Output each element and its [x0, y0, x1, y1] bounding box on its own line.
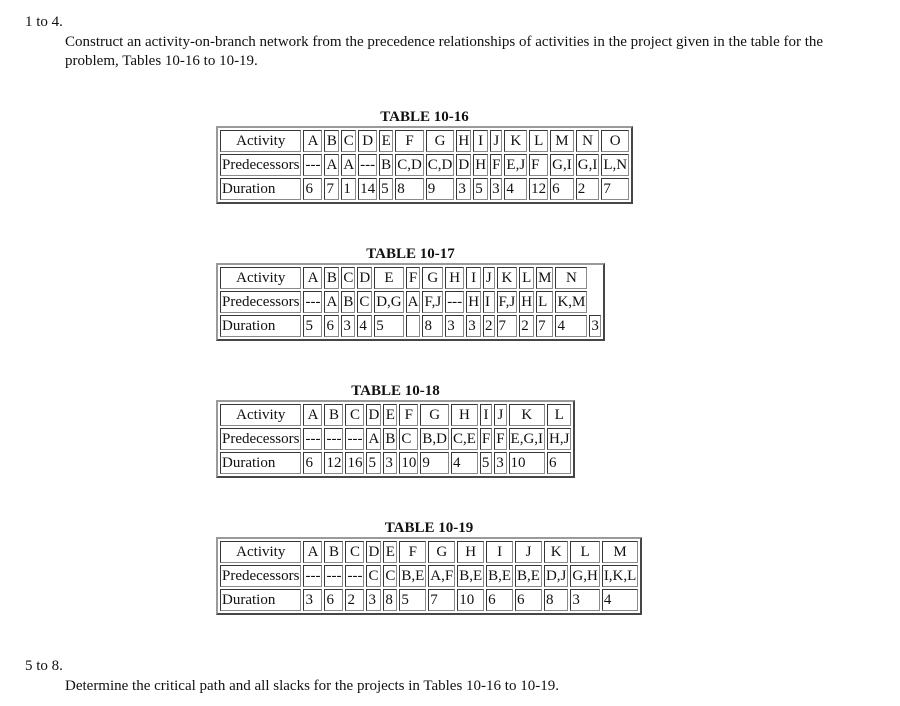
duration-cell: 4 — [555, 315, 587, 337]
duration-cell: 5 — [399, 589, 426, 611]
activity-cell: E — [383, 404, 397, 426]
duration-cell: 5 — [473, 178, 488, 200]
row-label-duration: Duration — [220, 315, 301, 337]
row-label-duration: Duration — [220, 589, 301, 611]
predecessor-cell: H — [466, 291, 481, 313]
table-10-17 — [216, 263, 605, 341]
activity-cell: D — [357, 267, 372, 289]
predecessor-cell: L — [536, 291, 553, 313]
duration-cell: 9 — [420, 452, 449, 474]
table-10-16 — [216, 126, 633, 204]
row-label-activity: Activity — [220, 267, 301, 289]
activity-cell: I — [473, 130, 488, 152]
duration-cell: 12 — [324, 452, 343, 474]
duration-cell — [406, 315, 421, 337]
activity-cell: O — [601, 130, 629, 152]
predecessor-cell: C — [366, 565, 381, 587]
duration-cell: 3 — [341, 315, 355, 337]
duration-cell: 3 — [490, 178, 502, 200]
activity-cell: A — [303, 130, 322, 152]
activity-cell: G — [420, 404, 449, 426]
table-title: TABLE 10-17 — [366, 246, 455, 262]
activity-cell: F — [399, 541, 426, 563]
duration-cell: 3 — [303, 589, 322, 611]
problem-text-1-4: Construct an activity-on-branch network from the precedence relationships of activities in the project given in the table for the problem, Tables 10-16 to 10-19. — [65, 34, 824, 69]
duration-cell: 4 — [451, 452, 478, 474]
activity-cell: E — [374, 267, 403, 289]
row-label-duration: Duration — [220, 178, 301, 200]
predecessor-cell: I — [483, 291, 495, 313]
predecessor-cell: B,E — [399, 565, 426, 587]
activity-cell: E — [383, 541, 397, 563]
activity-cell: A — [303, 541, 322, 563]
predecessor-cell: H — [519, 291, 534, 313]
duration-cell: 9 — [426, 178, 455, 200]
activity-cell: I — [480, 404, 492, 426]
predecessor-cell: C,D — [395, 154, 424, 176]
activity-cell: L — [570, 541, 599, 563]
duration-cell: 8 — [422, 315, 443, 337]
duration-cell: 1 — [341, 178, 356, 200]
predecessor-cell: E,G,I — [509, 428, 546, 450]
duration-cell: 5 — [480, 452, 492, 474]
table-title: TABLE 10-16 — [380, 109, 469, 125]
duration-cell: 5 — [374, 315, 403, 337]
predecessor-cell: H — [473, 154, 488, 176]
activity-cell: I — [466, 267, 481, 289]
table-10-18 — [216, 400, 575, 478]
duration-cell: 3 — [445, 315, 464, 337]
activity-cell: J — [490, 130, 502, 152]
duration-cell: 5 — [303, 315, 322, 337]
activity-cell: C — [341, 130, 356, 152]
activity-cell: K — [497, 267, 518, 289]
predecessor-cell: F,J — [422, 291, 443, 313]
table-10-16-wrap — [216, 109, 633, 204]
activity-cell: M — [602, 541, 639, 563]
predecessor-cell: B — [341, 291, 355, 313]
activity-cell: C — [345, 404, 364, 426]
table-title: TABLE 10-18 — [351, 383, 440, 399]
activity-cell: A — [303, 404, 322, 426]
table-10-19-wrap — [216, 520, 642, 615]
predecessor-cell: L,N — [601, 154, 629, 176]
duration-cell: 6 — [550, 178, 574, 200]
activity-cell: C — [345, 541, 364, 563]
predecessor-cell: E,J — [504, 154, 527, 176]
predecessor-cell: D — [456, 154, 471, 176]
activity-cell: D — [358, 130, 377, 152]
activity-cell: J — [494, 404, 506, 426]
predecessor-cell: --- — [303, 565, 322, 587]
predecessor-cell: K,M — [555, 291, 587, 313]
predecessor-cell: --- — [345, 428, 364, 450]
activity-cell: E — [379, 130, 393, 152]
duration-cell: 2 — [519, 315, 534, 337]
activity-cell: A — [303, 267, 322, 289]
predecessor-cell: C — [399, 428, 418, 450]
duration-cell: 10 — [457, 589, 484, 611]
predecessor-cell: A — [366, 428, 381, 450]
duration-cell: 6 — [486, 589, 513, 611]
predecessor-cell: C — [383, 565, 397, 587]
duration-cell: 8 — [544, 589, 568, 611]
duration-cell: 12 — [529, 178, 548, 200]
duration-cell: 6 — [547, 452, 571, 474]
predecessor-cell: --- — [358, 154, 377, 176]
duration-cell: 5 — [379, 178, 393, 200]
row-label-predecessors: Predecessors — [220, 154, 301, 176]
activity-cell: D — [366, 404, 381, 426]
duration-cell: 3 — [366, 589, 381, 611]
activity-cell: B — [324, 130, 339, 152]
duration-cell: 6 — [324, 589, 343, 611]
row-label-predecessors: Predecessors — [220, 428, 301, 450]
activity-cell: H — [451, 404, 478, 426]
activity-cell: H — [445, 267, 464, 289]
activity-cell: C — [341, 267, 355, 289]
activity-cell: F — [395, 130, 424, 152]
predecessor-cell: --- — [303, 428, 322, 450]
row-label-activity: Activity — [220, 541, 301, 563]
predecessor-cell: F,J — [497, 291, 518, 313]
duration-cell: 4 — [602, 589, 639, 611]
predecessor-cell: D,J — [544, 565, 568, 587]
predecessor-cell: C,D — [426, 154, 455, 176]
duration-cell: 3 — [466, 315, 481, 337]
activity-cell: B — [324, 267, 339, 289]
predecessor-cell: G,I — [576, 154, 600, 176]
predecessor-cell: B,E — [457, 565, 484, 587]
duration-cell: 4 — [357, 315, 372, 337]
activity-cell: I — [486, 541, 513, 563]
duration-cell: 3 — [383, 452, 397, 474]
predecessor-cell: G,H — [570, 565, 599, 587]
activity-cell: G — [422, 267, 443, 289]
duration-cell: 8 — [383, 589, 397, 611]
predecessor-cell: B,E — [515, 565, 542, 587]
activity-cell: G — [428, 541, 455, 563]
duration-cell: 10 — [509, 452, 546, 474]
row-label-predecessors: Predecessors — [220, 565, 301, 587]
predecessor-cell: C,E — [451, 428, 478, 450]
duration-cell: 2 — [483, 315, 495, 337]
duration-cell: 3 — [570, 589, 599, 611]
duration-cell: 7 — [601, 178, 629, 200]
predecessor-cell: F — [529, 154, 548, 176]
duration-cell: 7 — [536, 315, 553, 337]
duration-cell: 7 — [428, 589, 455, 611]
activity-cell: M — [536, 267, 553, 289]
predecessor-cell: --- — [303, 154, 322, 176]
activity-cell: K — [509, 404, 546, 426]
table-title: TABLE 10-19 — [384, 520, 474, 536]
predecessor-cell: H,J — [547, 428, 571, 450]
predecessor-cell: --- — [324, 565, 343, 587]
activity-cell: K — [504, 130, 527, 152]
duration-cell: 5 — [366, 452, 381, 474]
duration-cell: 3 — [589, 315, 601, 337]
activity-cell: G — [426, 130, 455, 152]
activity-cell: B — [324, 541, 343, 563]
table-10-17-wrap — [216, 246, 605, 341]
predecessor-cell: --- — [345, 565, 364, 587]
activity-cell: J — [515, 541, 542, 563]
activity-cell: L — [529, 130, 548, 152]
predecessor-cell: B — [379, 154, 393, 176]
row-label-activity: Activity — [220, 130, 301, 152]
duration-cell: 6 — [303, 178, 322, 200]
activity-cell: B — [324, 404, 343, 426]
predecessor-cell: A — [324, 291, 339, 313]
activity-cell: N — [576, 130, 600, 152]
activity-cell: H — [456, 130, 471, 152]
duration-cell: 6 — [515, 589, 542, 611]
duration-cell: 2 — [576, 178, 600, 200]
predecessor-cell: I,K,L — [602, 565, 639, 587]
predecessor-cell: A — [324, 154, 339, 176]
predecessor-cell: D,G — [374, 291, 403, 313]
predecessor-cell: --- — [303, 291, 322, 313]
duration-cell: 6 — [303, 452, 322, 474]
duration-cell: 8 — [395, 178, 424, 200]
duration-cell: 16 — [345, 452, 364, 474]
problem-number-1-4: 1 to 4. — [25, 14, 63, 30]
table-10-18-wrap — [216, 383, 575, 478]
predecessor-cell: A — [341, 154, 356, 176]
duration-cell: 3 — [456, 178, 471, 200]
problem-number-5-8: 5 to 8. — [25, 658, 63, 674]
predecessor-cell: F — [494, 428, 506, 450]
activity-cell: M — [550, 130, 574, 152]
predecessor-cell: --- — [324, 428, 343, 450]
duration-cell: 10 — [399, 452, 418, 474]
activity-cell: F — [406, 267, 421, 289]
duration-cell: 7 — [497, 315, 518, 337]
row-label-activity: Activity — [220, 404, 301, 426]
predecessor-cell: B,D — [420, 428, 449, 450]
duration-cell: 7 — [324, 178, 339, 200]
duration-cell: 4 — [504, 178, 527, 200]
predecessor-cell: --- — [445, 291, 464, 313]
row-label-predecessors: Predecessors — [220, 291, 301, 313]
activity-cell: L — [519, 267, 534, 289]
activity-cell: L — [547, 404, 571, 426]
duration-cell: 6 — [324, 315, 339, 337]
predecessor-cell: F — [490, 154, 502, 176]
duration-cell: 14 — [358, 178, 377, 200]
predecessor-cell: F — [480, 428, 492, 450]
predecessor-cell: A — [406, 291, 421, 313]
predecessor-cell: B,E — [486, 565, 513, 587]
activity-cell: K — [544, 541, 568, 563]
activity-cell: H — [457, 541, 484, 563]
activity-cell: J — [483, 267, 495, 289]
predecessor-cell: G,I — [550, 154, 574, 176]
row-label-duration: Duration — [220, 452, 301, 474]
activity-cell: N — [555, 267, 587, 289]
problem-text-5-8: Determine the critical path and all slacks for the projects in Tables 10-16 to 10-19. — [65, 678, 559, 694]
duration-cell: 3 — [494, 452, 506, 474]
predecessor-cell: A,F — [428, 565, 455, 587]
predecessor-cell: C — [357, 291, 372, 313]
predecessor-cell: B — [383, 428, 397, 450]
activity-cell: D — [366, 541, 381, 563]
table-10-19 — [216, 537, 642, 615]
duration-cell: 2 — [345, 589, 364, 611]
activity-cell: F — [399, 404, 418, 426]
